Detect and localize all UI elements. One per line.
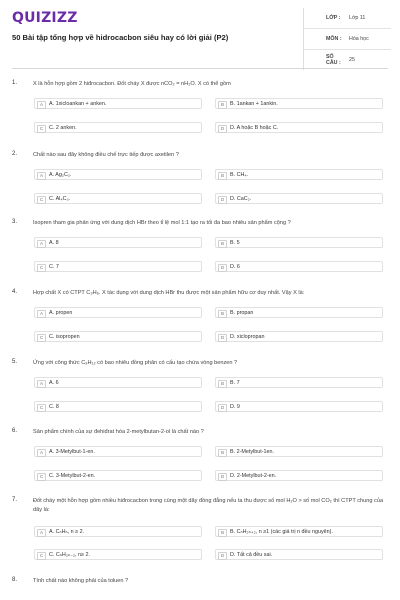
question-number: 2. xyxy=(12,151,18,157)
option-c[interactable] xyxy=(34,122,202,133)
option-letter: B xyxy=(218,172,227,180)
option-letter: A xyxy=(37,310,46,318)
meta-value: Lớp 11 xyxy=(349,15,366,21)
option-a[interactable] xyxy=(34,237,202,248)
option-text: D. xiclopropan xyxy=(230,334,265,340)
question-text: Chất nào sau đây không điều chế trực tiếp được axetilen ? xyxy=(33,152,179,158)
meta-value: Hóa học xyxy=(349,36,369,42)
meta-key: MÔN : xyxy=(326,36,342,42)
option-text: D. 9 xyxy=(230,404,240,410)
option-b[interactable] xyxy=(215,169,383,180)
option-letter: A xyxy=(37,449,46,457)
question-number: 4. xyxy=(12,289,18,295)
option-letter: B xyxy=(218,240,227,248)
question-text: Isopren tham gia phản ứng với dung dịch HBr theo tỉ lệ mol 1:1 tạo ra tối đa bao nhiêu sản phẩm cộng ? xyxy=(33,220,291,226)
question-text: Đốt cháy một hỗn hợp gồm nhiều hiđrocacbon trong cùng một dãy đồng đẳng nếu ta thu được số mol H₂O > số mol CO₂ thì CTPT chung của dãy là: xyxy=(33,498,384,513)
option-c[interactable] xyxy=(34,549,202,560)
question-number: 1. xyxy=(12,80,18,86)
option-c[interactable] xyxy=(34,193,202,204)
option-letter: D xyxy=(218,264,227,272)
header-divider xyxy=(12,68,388,69)
question-text: Tính chất nào không phải của toluen ? xyxy=(33,578,129,584)
option-letter: A xyxy=(37,529,46,537)
question-text: Sản phẩm chính của sự đehiđrat hóa 2-metylbutan-2-ol là chất nào ? xyxy=(33,429,204,435)
option-a[interactable] xyxy=(34,446,202,457)
option-text: C. CₙH₂ₙ₋₂, n≥ 2. xyxy=(49,552,90,558)
option-letter: C xyxy=(37,552,46,560)
option-a[interactable] xyxy=(34,526,202,537)
option-text: D. 6 xyxy=(230,264,240,270)
option-letter: D xyxy=(218,552,227,560)
question-text: Hợp chất X có CTPT C₃H₆. X tác dụng với dung dịch HBr thu được một sản phẩm hữu cơ duy nhất. Vậy X là: xyxy=(33,290,305,296)
option-letter: C xyxy=(37,404,46,412)
option-text: A. 6 xyxy=(49,380,59,386)
option-a[interactable] xyxy=(34,377,202,388)
option-d[interactable] xyxy=(215,549,383,560)
option-text: C. 7 xyxy=(49,264,59,270)
option-text: C. 3-Metylbut-2-en. xyxy=(49,473,96,479)
option-text: B. CₙH₂ₙ₊₂, n ≥1 (các giá trị n đều nguyên). xyxy=(230,529,333,535)
option-letter: D xyxy=(218,196,227,204)
option-letter: B xyxy=(218,529,227,537)
option-letter: D xyxy=(218,125,227,133)
option-c[interactable] xyxy=(34,261,202,272)
option-letter: C xyxy=(37,264,46,272)
option-a[interactable] xyxy=(34,169,202,180)
option-letter: B xyxy=(218,101,227,109)
meta-row-class xyxy=(304,8,391,29)
option-letter: A xyxy=(37,101,46,109)
option-text: D. A hoặc B hoặc C. xyxy=(230,125,279,131)
option-text: A. 8 xyxy=(49,240,59,246)
option-text: B. 1ankan + 1ankin. xyxy=(230,101,278,107)
meta-key: SỐ CÂU : xyxy=(326,54,341,66)
option-text: B. 5 xyxy=(230,240,240,246)
option-letter: D xyxy=(218,404,227,412)
worksheet-header xyxy=(0,0,400,70)
question-number: 7. xyxy=(12,497,18,503)
option-letter: D xyxy=(218,334,227,342)
option-b[interactable] xyxy=(215,526,383,537)
option-text: A. propen xyxy=(49,310,73,316)
option-d[interactable] xyxy=(215,261,383,272)
worksheet-title: 50 Bài tập tổng hợp về hidrocacbon siêu hay có lời giải (P2) xyxy=(12,33,229,42)
meta-key: LỚP : xyxy=(326,15,341,21)
option-letter: C xyxy=(37,125,46,133)
option-c[interactable] xyxy=(34,401,202,412)
option-text: B. CH₄. xyxy=(230,172,249,178)
option-c[interactable] xyxy=(34,470,202,481)
meta-value: 25 xyxy=(349,57,355,63)
option-c[interactable] xyxy=(34,331,202,342)
meta-row-count xyxy=(304,50,391,70)
meta-row-subject xyxy=(304,29,391,50)
option-d[interactable] xyxy=(215,331,383,342)
option-text: A. Ag₂C₂. xyxy=(49,172,72,178)
question-text: Ứng với công thức C₉H₁₂ có bao nhiêu đồng phân có cấu tạo chứa vòng benzen ? xyxy=(33,360,238,366)
option-letter: B xyxy=(218,380,227,388)
option-letter: A xyxy=(37,380,46,388)
option-b[interactable] xyxy=(215,307,383,318)
option-letter: C xyxy=(37,196,46,204)
option-text: B. 2-Metylbut-1en. xyxy=(230,449,275,455)
option-text: C. 8 xyxy=(49,404,59,410)
option-letter: C xyxy=(37,334,46,342)
option-letter: B xyxy=(218,310,227,318)
option-d[interactable] xyxy=(215,193,383,204)
option-text: D. 2-Metylbut-2-en. xyxy=(230,473,277,479)
question-text: X là hỗn hợp gồm 2 hiđrocacbon. Đốt cháy X được nCO₂ = nH₂O. X có thể gồm xyxy=(33,81,231,87)
option-text: C. isopropen xyxy=(49,334,80,340)
option-text: A. 1xicloankan + anken. xyxy=(49,101,107,107)
question-number: 5. xyxy=(12,359,18,365)
option-d[interactable] xyxy=(215,122,383,133)
option-text: B. propan xyxy=(230,310,254,316)
option-letter: D xyxy=(218,473,227,481)
option-b[interactable] xyxy=(215,377,383,388)
option-b[interactable] xyxy=(215,98,383,109)
option-text: D. CaC₂. xyxy=(230,196,252,202)
option-a[interactable] xyxy=(34,307,202,318)
option-text: A. 3-Metylbut-1-en. xyxy=(49,449,95,455)
option-letter: A xyxy=(37,240,46,248)
option-d[interactable] xyxy=(215,401,383,412)
option-d[interactable] xyxy=(215,470,383,481)
worksheet-meta xyxy=(303,8,391,70)
option-text: B. 7 xyxy=(230,380,240,386)
quizizz-logo: QUIZIZZ xyxy=(12,10,78,26)
option-letter: B xyxy=(218,449,227,457)
option-letter: A xyxy=(37,172,46,180)
question-number: 8. xyxy=(12,577,18,583)
question-number: 3. xyxy=(12,219,18,225)
option-letter: C xyxy=(37,473,46,481)
question-number: 6. xyxy=(12,428,18,434)
option-b[interactable] xyxy=(215,237,383,248)
option-a[interactable] xyxy=(34,98,202,109)
option-text: C. Al₄C₃. xyxy=(49,196,71,202)
option-text: C. 2 anken. xyxy=(49,125,77,131)
option-text: D. Tất cả đều sai. xyxy=(230,552,273,558)
option-text: A. CₙHₙ, n ≥ 2. xyxy=(49,529,85,535)
option-b[interactable] xyxy=(215,446,383,457)
